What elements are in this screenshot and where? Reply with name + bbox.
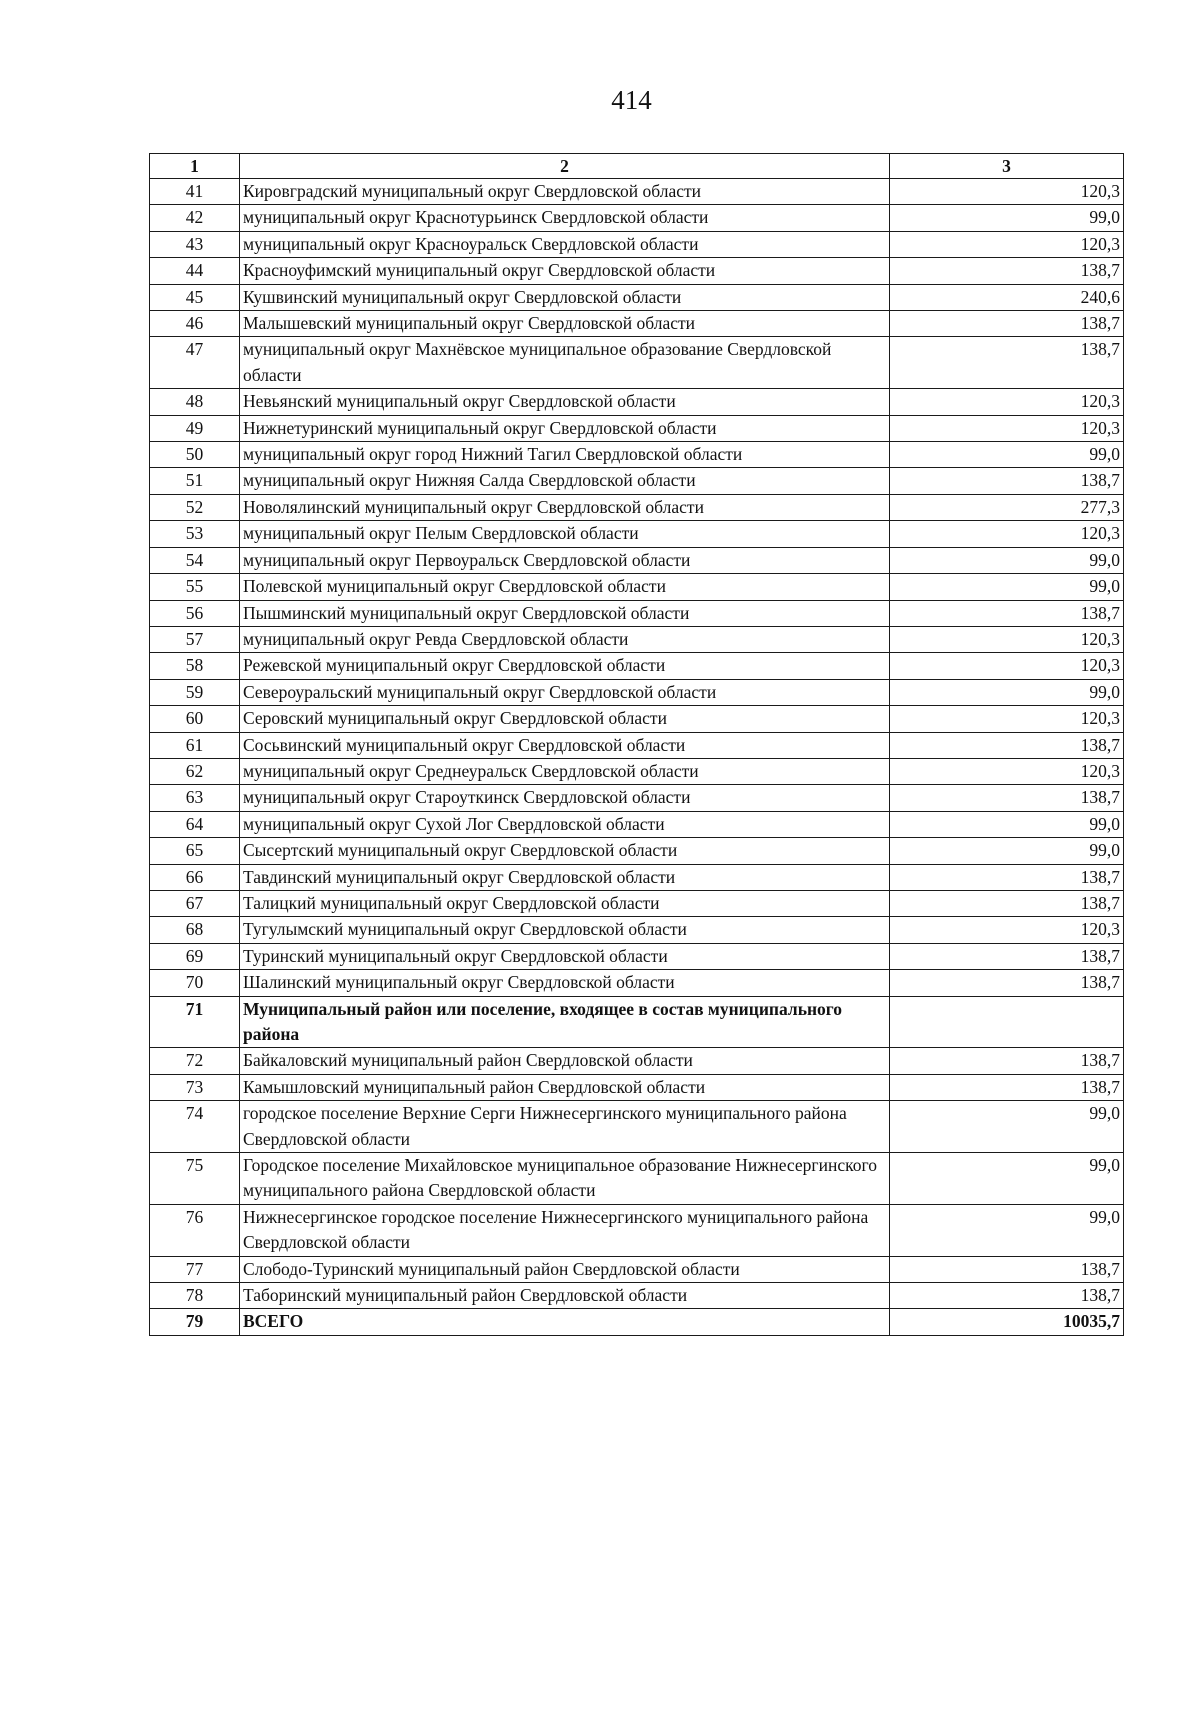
row-value: 99,0 bbox=[890, 811, 1124, 837]
row-number: 41 bbox=[150, 179, 240, 205]
row-name: Невьянский муниципальный округ Свердловской области bbox=[240, 389, 890, 415]
row-name: Режевской муниципальный округ Свердловской области bbox=[240, 653, 890, 679]
row-number: 47 bbox=[150, 337, 240, 389]
row-number: 55 bbox=[150, 574, 240, 600]
row-value: 99,0 bbox=[890, 1101, 1124, 1153]
row-value: 138,7 bbox=[890, 258, 1124, 284]
row-value: 99,0 bbox=[890, 1153, 1124, 1205]
column-header-name: 2 bbox=[240, 154, 890, 179]
row-name: Кушвинский муниципальный округ Свердловской области bbox=[240, 284, 890, 310]
row-name: Тугулымский муниципальный округ Свердловской области bbox=[240, 917, 890, 943]
row-value: 120,3 bbox=[890, 389, 1124, 415]
row-number: 66 bbox=[150, 864, 240, 890]
row-number: 57 bbox=[150, 626, 240, 652]
table-row bbox=[150, 1283, 1124, 1309]
row-name: Полевской муниципальный округ Свердловской области bbox=[240, 574, 890, 600]
table-row bbox=[150, 706, 1124, 732]
row-name: Кировградский муниципальный округ Свердловской области bbox=[240, 179, 890, 205]
row-name: Шалинский муниципальный округ Свердловской области bbox=[240, 970, 890, 996]
table-row bbox=[150, 1153, 1124, 1205]
table-row bbox=[150, 415, 1124, 441]
row-value: 138,7 bbox=[890, 600, 1124, 626]
row-value: 120,3 bbox=[890, 231, 1124, 257]
row-number: 60 bbox=[150, 706, 240, 732]
row-value: 138,7 bbox=[890, 1074, 1124, 1100]
row-number: 56 bbox=[150, 600, 240, 626]
row-value: 120,3 bbox=[890, 706, 1124, 732]
row-name: муниципальный округ Сухой Лог Свердловской области bbox=[240, 811, 890, 837]
table-row bbox=[150, 442, 1124, 468]
table-row bbox=[150, 811, 1124, 837]
row-number: 42 bbox=[150, 205, 240, 231]
table-row bbox=[150, 1256, 1124, 1282]
table-row bbox=[150, 1309, 1124, 1335]
row-value: 138,7 bbox=[890, 970, 1124, 996]
row-name: муниципальный округ город Нижний Тагил Свердловской области bbox=[240, 442, 890, 468]
row-value: 138,7 bbox=[890, 864, 1124, 890]
table-row bbox=[150, 996, 1124, 1048]
row-number: 50 bbox=[150, 442, 240, 468]
table-row bbox=[150, 311, 1124, 337]
row-name: Городское поселение Михайловское муниципальное образование Нижнесергинского муниципального района Свердловской области bbox=[240, 1153, 890, 1205]
table-row bbox=[150, 732, 1124, 758]
table-row bbox=[150, 838, 1124, 864]
row-name: муниципальный округ Махнёвское муниципальное образование Свердловской области bbox=[240, 337, 890, 389]
row-name: Камышловский муниципальный район Свердловской области bbox=[240, 1074, 890, 1100]
row-value: 120,3 bbox=[890, 415, 1124, 441]
allocation-table bbox=[149, 153, 1124, 1336]
row-name: муниципальный округ Нижняя Салда Свердловской области bbox=[240, 468, 890, 494]
row-name: Таборинский муниципальный район Свердловской области bbox=[240, 1283, 890, 1309]
row-value: 99,0 bbox=[890, 547, 1124, 573]
row-number: 74 bbox=[150, 1101, 240, 1153]
row-number: 54 bbox=[150, 547, 240, 573]
row-number: 77 bbox=[150, 1256, 240, 1282]
table-row bbox=[150, 547, 1124, 573]
row-number: 68 bbox=[150, 917, 240, 943]
row-value: 120,3 bbox=[890, 626, 1124, 652]
row-value: 240,6 bbox=[890, 284, 1124, 310]
table-row bbox=[150, 917, 1124, 943]
table-row bbox=[150, 1204, 1124, 1256]
row-name: Малышевский муниципальный округ Свердловской области bbox=[240, 311, 890, 337]
row-value: 99,0 bbox=[890, 442, 1124, 468]
row-value: 138,7 bbox=[890, 785, 1124, 811]
table-row bbox=[150, 626, 1124, 652]
row-name: Нижнетуринский муниципальный округ Свердловской области bbox=[240, 415, 890, 441]
row-value bbox=[890, 996, 1124, 1048]
row-name: Байкаловский муниципальный район Свердловской области bbox=[240, 1048, 890, 1074]
table-row bbox=[150, 1048, 1124, 1074]
row-number: 48 bbox=[150, 389, 240, 415]
row-name: Красноуфимский муниципальный округ Свердловской области bbox=[240, 258, 890, 284]
table-row bbox=[150, 337, 1124, 389]
row-number: 53 bbox=[150, 521, 240, 547]
table-row bbox=[150, 600, 1124, 626]
row-number: 63 bbox=[150, 785, 240, 811]
table-row bbox=[150, 890, 1124, 916]
row-number: 73 bbox=[150, 1074, 240, 1100]
row-value: 120,3 bbox=[890, 653, 1124, 679]
row-name: Серовский муниципальный округ Свердловской области bbox=[240, 706, 890, 732]
row-name: Североуральский муниципальный округ Свердловской области bbox=[240, 679, 890, 705]
row-name: муниципальный округ Первоуральск Свердловской области bbox=[240, 547, 890, 573]
column-header-number: 1 bbox=[150, 154, 240, 179]
row-value: 138,7 bbox=[890, 1048, 1124, 1074]
row-name: Нижнесергинское городское поселение Нижнесергинского муниципального района Свердловской области bbox=[240, 1204, 890, 1256]
table-row bbox=[150, 758, 1124, 784]
table-row bbox=[150, 1074, 1124, 1100]
row-name: Пышминский муниципальный округ Свердловской области bbox=[240, 600, 890, 626]
row-number: 59 bbox=[150, 679, 240, 705]
table-row bbox=[150, 521, 1124, 547]
row-number: 51 bbox=[150, 468, 240, 494]
table-row bbox=[150, 785, 1124, 811]
table-row bbox=[150, 284, 1124, 310]
row-value: 138,7 bbox=[890, 1256, 1124, 1282]
table-row bbox=[150, 970, 1124, 996]
row-value: 138,7 bbox=[890, 943, 1124, 969]
table-row bbox=[150, 389, 1124, 415]
row-number: 75 bbox=[150, 1153, 240, 1205]
row-number: 76 bbox=[150, 1204, 240, 1256]
row-value: 99,0 bbox=[890, 574, 1124, 600]
row-number: 70 bbox=[150, 970, 240, 996]
row-value: 99,0 bbox=[890, 838, 1124, 864]
row-value: 138,7 bbox=[890, 337, 1124, 389]
row-number: 44 bbox=[150, 258, 240, 284]
row-name: Талицкий муниципальный округ Свердловской области bbox=[240, 890, 890, 916]
row-number: 62 bbox=[150, 758, 240, 784]
row-value: 10035,7 bbox=[890, 1309, 1124, 1335]
row-name: муниципальный округ Краснотурьинск Свердловской области bbox=[240, 205, 890, 231]
row-name: муниципальный округ Ревда Свердловской области bbox=[240, 626, 890, 652]
row-value: 120,3 bbox=[890, 758, 1124, 784]
column-header-value: 3 bbox=[890, 154, 1124, 179]
table-row bbox=[150, 468, 1124, 494]
row-value: 120,3 bbox=[890, 521, 1124, 547]
row-name: муниципальный округ Пелым Свердловской области bbox=[240, 521, 890, 547]
row-value: 277,3 bbox=[890, 494, 1124, 520]
row-name: Сысертский муниципальный округ Свердловской области bbox=[240, 838, 890, 864]
row-value: 99,0 bbox=[890, 679, 1124, 705]
table-row bbox=[150, 179, 1124, 205]
row-number: 69 bbox=[150, 943, 240, 969]
table-row bbox=[150, 258, 1124, 284]
row-number: 78 bbox=[150, 1283, 240, 1309]
row-name: муниципальный округ Староуткинск Свердловской области bbox=[240, 785, 890, 811]
row-number: 65 bbox=[150, 838, 240, 864]
table-row bbox=[150, 1101, 1124, 1153]
row-value: 138,7 bbox=[890, 890, 1124, 916]
row-value: 120,3 bbox=[890, 179, 1124, 205]
row-number: 72 bbox=[150, 1048, 240, 1074]
table-row bbox=[150, 864, 1124, 890]
row-number: 52 bbox=[150, 494, 240, 520]
row-number: 61 bbox=[150, 732, 240, 758]
row-number: 49 bbox=[150, 415, 240, 441]
table-row bbox=[150, 205, 1124, 231]
table-row bbox=[150, 943, 1124, 969]
row-value: 138,7 bbox=[890, 311, 1124, 337]
row-value: 138,7 bbox=[890, 468, 1124, 494]
table-header-row bbox=[150, 154, 1124, 179]
row-number: 43 bbox=[150, 231, 240, 257]
row-name: городское поселение Верхние Серги Нижнесергинского муниципального района Свердловской области bbox=[240, 1101, 890, 1153]
row-number: 58 bbox=[150, 653, 240, 679]
row-name: Новолялинский муниципальный округ Свердловской области bbox=[240, 494, 890, 520]
row-name: Сосьвинский муниципальный округ Свердловской области bbox=[240, 732, 890, 758]
row-name: муниципальный округ Красноуральск Свердловской области bbox=[240, 231, 890, 257]
row-value: 120,3 bbox=[890, 917, 1124, 943]
table-body bbox=[150, 179, 1124, 1336]
table-row bbox=[150, 494, 1124, 520]
row-value: 99,0 bbox=[890, 1204, 1124, 1256]
table-row bbox=[150, 574, 1124, 600]
row-name: Туринский муниципальный округ Свердловской области bbox=[240, 943, 890, 969]
table-row bbox=[150, 653, 1124, 679]
row-number: 79 bbox=[150, 1309, 240, 1335]
row-number: 64 bbox=[150, 811, 240, 837]
table-row bbox=[150, 231, 1124, 257]
row-name: муниципальный округ Среднеуральск Свердловской области bbox=[240, 758, 890, 784]
row-number: 46 bbox=[150, 311, 240, 337]
row-number: 45 bbox=[150, 284, 240, 310]
row-name: ВСЕГО bbox=[240, 1309, 890, 1335]
table-row bbox=[150, 679, 1124, 705]
row-value: 138,7 bbox=[890, 1283, 1124, 1309]
row-number: 67 bbox=[150, 890, 240, 916]
row-number: 71 bbox=[150, 996, 240, 1048]
page-number: 414 bbox=[611, 85, 652, 115]
row-value: 138,7 bbox=[890, 732, 1124, 758]
row-name: Слободо-Туринский муниципальный район Свердловской области bbox=[240, 1256, 890, 1282]
row-name: Тавдинский муниципальный округ Свердловской области bbox=[240, 864, 890, 890]
row-value: 99,0 bbox=[890, 205, 1124, 231]
row-name: Муниципальный район или поселение, входящее в состав муниципального района bbox=[240, 996, 890, 1048]
